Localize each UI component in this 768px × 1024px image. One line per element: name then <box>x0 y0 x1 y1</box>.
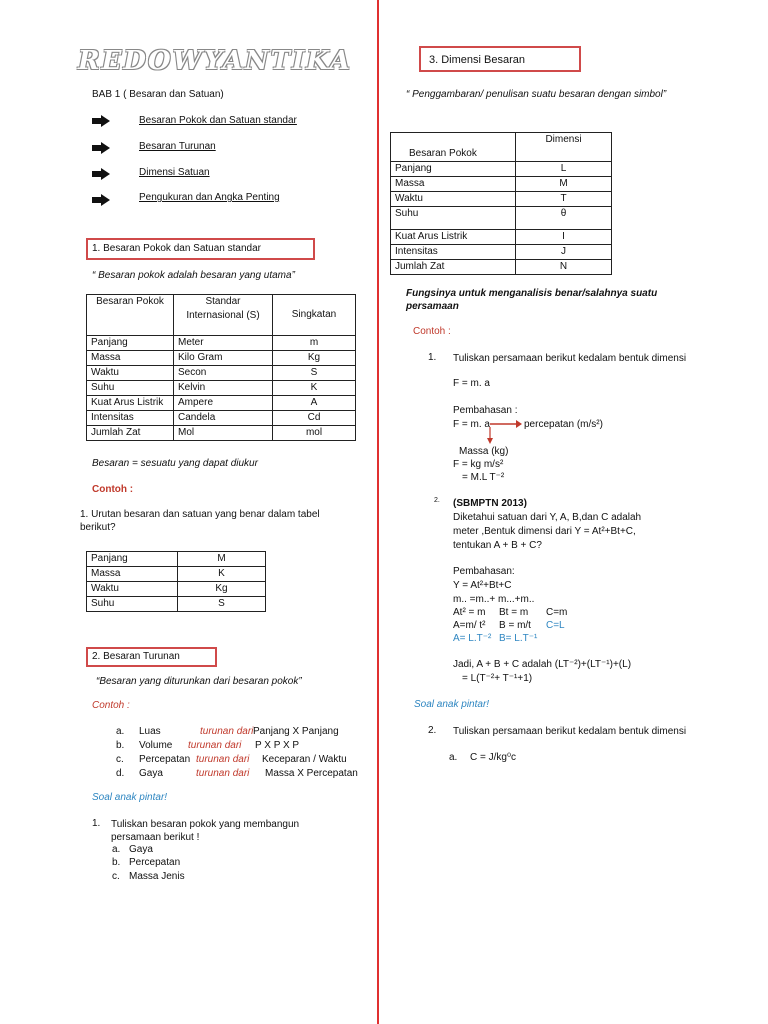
conclusion: = L(T⁻²+ T⁻¹+1) <box>462 673 533 684</box>
question-text: meter ,Bentuk dimensi dari Y = At²+Bt+C, <box>453 526 636 537</box>
table-row <box>87 411 356 426</box>
table-cell: Kuat Arus Listrik <box>87 396 174 411</box>
logo: REDOWYANTIKA <box>78 46 352 76</box>
equation: Bt = m <box>499 607 529 618</box>
mass-label: Massa (kg) <box>459 446 509 457</box>
equation: A=m/ t² <box>453 620 486 631</box>
definition-note: Besaran = sesuatu yang dapat diukur <box>92 458 258 469</box>
table-cell: Kg <box>273 351 356 366</box>
item-relation: turunan dari <box>200 726 254 737</box>
equation: Y = At²+Bt+C <box>453 580 512 591</box>
table-cell: L <box>516 162 612 177</box>
item-relation: turunan dari <box>196 768 250 779</box>
item-value: Massa X Percepatan <box>265 768 358 779</box>
acceleration-label: percepatan (m/s²) <box>524 419 603 430</box>
besaran-pokok-table <box>86 294 356 441</box>
table-cell: K <box>178 567 266 582</box>
table-cell: Jumlah Zat <box>87 426 174 441</box>
table-cell: Suhu <box>87 597 178 612</box>
list-marker: b. <box>112 857 121 868</box>
list-marker: a. <box>112 844 121 855</box>
table-cell: I <box>516 230 612 245</box>
topic-link-1[interactable]: Besaran Pokok dan Satuan standar <box>139 115 297 126</box>
question-number: 2. <box>434 497 440 504</box>
table-row <box>391 162 612 177</box>
question-1: 1. Urutan besaran dan satuan yang benar dalam tabel berikut? <box>80 509 320 533</box>
table-row <box>391 177 612 192</box>
table-header: Besaran Pokok <box>87 295 174 336</box>
table-cell: Intensitas <box>87 411 174 426</box>
table-cell: N <box>516 260 612 275</box>
table-cell: Suhu <box>87 381 174 396</box>
equation-result: B= L.T⁻¹ <box>499 633 538 644</box>
table-cell: Kg <box>178 582 266 597</box>
table-header: Dimensi <box>516 133 612 162</box>
discussion-label: Pembahasan: <box>453 566 515 577</box>
item-relation: turunan dari <box>196 754 250 765</box>
table-cell: Massa <box>87 567 178 582</box>
table-cell: M <box>178 552 266 567</box>
table-row <box>391 260 612 275</box>
equation: F = kg m/s² <box>453 459 504 470</box>
equation-result: C=L <box>546 620 565 631</box>
table-row <box>87 426 356 441</box>
arrow-right-icon <box>92 142 110 154</box>
table-cell: A <box>273 396 356 411</box>
conclusion: Jadi, A + B + C adalah (LT⁻²)+(LT⁻¹)+(L) <box>453 659 632 670</box>
table-cell: Waktu <box>87 582 178 597</box>
arrow-right-icon <box>486 418 522 448</box>
item-name: Percepatan <box>139 754 191 765</box>
table-cell: Panjang <box>391 162 516 177</box>
section-1-heading: 1. Besaran Pokok dan Satuan standar <box>86 238 315 260</box>
table-cell: Waktu <box>391 192 516 207</box>
table-header: Besaran Pokok <box>391 133 516 162</box>
table-cell: Mol <box>174 426 273 441</box>
table-cell: m <box>273 336 356 351</box>
equation: At² = m <box>453 607 486 618</box>
list-marker: c. <box>112 871 120 882</box>
table-cell: S <box>178 597 266 612</box>
table-row <box>391 207 612 230</box>
unit-table <box>86 551 266 612</box>
item-name: Gaya <box>139 768 163 779</box>
chapter-title: BAB 1 ( Besaran dan Satuan) <box>92 89 224 100</box>
question-text: tentukan A + B + C? <box>453 540 542 551</box>
topic-link-2[interactable]: Besaran Turunan <box>139 141 216 152</box>
smart-question-label: Soal anak pintar! <box>92 792 168 803</box>
table-row <box>87 366 356 381</box>
equation: m.. =m..+ m...+m.. <box>453 594 535 605</box>
list-marker: a. <box>449 752 458 763</box>
item-value: P X P X P <box>255 740 300 751</box>
table-cell: J <box>516 245 612 260</box>
section-3-quote: “ Penggambaran/ penulisan suatu besaran dengan simbol” <box>406 89 667 100</box>
table-row <box>87 336 356 351</box>
table-cell: S <box>273 366 356 381</box>
table-cell: Kilo Gram <box>174 351 273 366</box>
list-marker: a. <box>116 726 125 737</box>
column-divider <box>377 0 379 1024</box>
equation: = M.L T⁻² <box>462 472 505 483</box>
list-marker: d. <box>116 768 125 779</box>
list-marker: b. <box>116 740 125 751</box>
list-marker: c. <box>116 754 124 765</box>
table-row <box>87 351 356 366</box>
table-cell: Jumlah Zat <box>391 260 516 275</box>
equation: B = m/t <box>499 620 531 631</box>
question-text: Tuliskan persamaan berikut kedalam bentuk dimensi <box>453 353 687 364</box>
item-value: Keceparan / Waktu <box>262 754 347 765</box>
question-number: 2. <box>428 725 437 736</box>
smart-question-label: Soal anak pintar! <box>414 699 490 710</box>
table-row <box>87 396 356 411</box>
table-row <box>87 582 266 597</box>
table-header-row <box>87 295 356 336</box>
question-text: Tuliskan persamaan berikut kedalam bentuk dimensi <box>453 726 687 737</box>
table-cell: mol <box>273 426 356 441</box>
item-name: Volume <box>139 740 173 751</box>
table-header: Standar Internasional (S) <box>174 295 273 336</box>
sub-item: Gaya <box>129 844 153 855</box>
arrow-right-icon <box>92 115 110 127</box>
table-cell: Kuat Arus Listrik <box>391 230 516 245</box>
arrow-right-icon <box>92 194 110 206</box>
table-header-row <box>391 133 612 162</box>
section-2-quote: “Besaran yang diturunkan dari besaran pokok” <box>96 676 302 687</box>
table-cell: Massa <box>391 177 516 192</box>
equation: F = m. a <box>453 419 490 430</box>
table-cell: Massa <box>87 351 174 366</box>
table-cell: Meter <box>174 336 273 351</box>
table-header: Singkatan <box>273 295 356 336</box>
table-row <box>87 597 266 612</box>
equation: C = J/kg⁰c <box>470 752 516 763</box>
table-cell: Suhu <box>391 207 516 230</box>
table-cell: M <box>516 177 612 192</box>
topic-link-3[interactable]: Dimensi Satuan <box>139 167 210 178</box>
table-row <box>391 230 612 245</box>
topic-link-4[interactable]: Pengukuran dan Angka Penting <box>139 192 280 203</box>
question-number: 1. <box>92 818 101 829</box>
table-row <box>87 567 266 582</box>
table-cell: T <box>516 192 612 207</box>
item-name: Luas <box>139 726 161 737</box>
equation: C=m <box>546 607 568 618</box>
table-row <box>87 552 266 567</box>
example-label: Contoh : <box>92 700 130 711</box>
table-cell: Kelvin <box>174 381 273 396</box>
table-cell: Intensitas <box>391 245 516 260</box>
discussion-label: Pembahasan : <box>453 405 518 416</box>
equation-result: A= L.T⁻² <box>453 633 492 644</box>
sub-item: Percepatan <box>129 857 181 868</box>
table-row <box>87 381 356 396</box>
table-cell: Cd <box>273 411 356 426</box>
question-number: 1. <box>428 352 437 363</box>
question-text: Diketahui satuan dari Y, A, B,dan C adalah <box>453 512 642 523</box>
question-text: Tuliskan besaran pokok yang membangun persamaan berikut ! <box>111 819 300 843</box>
sub-item: Massa Jenis <box>129 871 185 882</box>
dimensi-table <box>390 132 612 275</box>
item-value: Panjang X Panjang <box>253 726 339 737</box>
table-cell: Secon <box>174 366 273 381</box>
arrow-right-icon <box>92 168 110 180</box>
table-cell: Candela <box>174 411 273 426</box>
table-row <box>391 192 612 207</box>
table-cell: Waktu <box>87 366 174 381</box>
table-row <box>391 245 612 260</box>
equation: F = m. a <box>453 378 490 389</box>
table-cell: θ <box>516 207 612 230</box>
table-cell: K <box>273 381 356 396</box>
table-cell: Panjang <box>87 552 178 567</box>
table-cell: Ampere <box>174 396 273 411</box>
item-relation: turunan dari <box>188 740 242 751</box>
section-3-heading: 3. Dimensi Besaran <box>419 46 581 72</box>
section-2-heading: 2. Besaran Turunan <box>86 647 217 667</box>
example-label: Contoh : <box>413 326 451 337</box>
function-note: Fungsinya untuk menganalisis benar/salahnya suatu persamaan <box>406 288 658 312</box>
table-cell: Panjang <box>87 336 174 351</box>
example-label: Contoh : <box>92 484 134 495</box>
section-1-quote: “ Besaran pokok adalah besaran yang utama” <box>92 270 295 281</box>
exam-tag: (SBMPTN 2013) <box>453 498 527 509</box>
